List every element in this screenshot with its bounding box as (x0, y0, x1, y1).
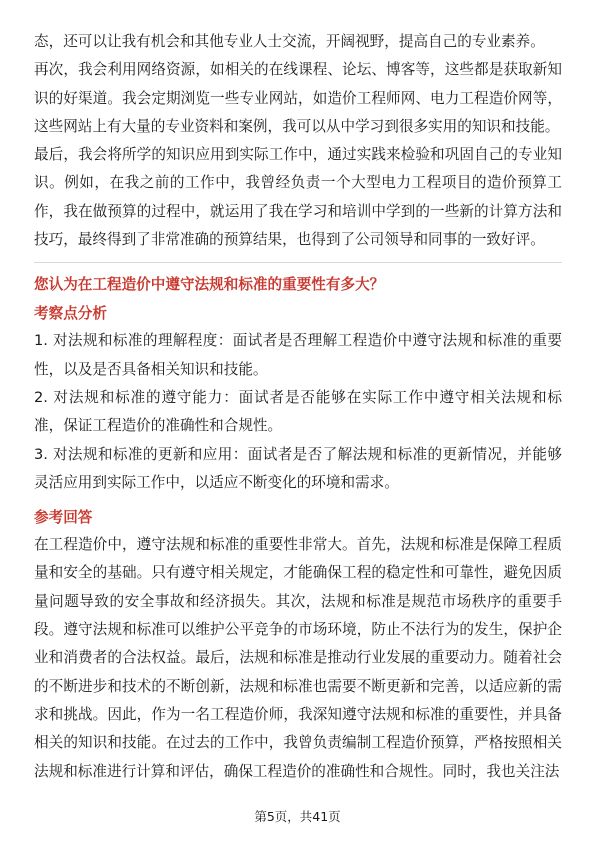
analysis-item: 3. 对法规和标准的更新和应用：面试者是否了解法规和标准的更新情况，并能够灵活应用到实际工作中，以适应不断变化的环境和需求。 (34, 445, 562, 491)
answer-text: 在工程造价中，遵守法规和标准的重要性非常大。首先，法规和标准是保障工程质量和安全的基础。只有遵守相关规定，才能确保工程的稳定性和可靠性，避免因质量问题导致的安全事故和经济损失。其次，法规和标准是规范市场秩序的重要手段。遵守法规和标准可以维护公平竞争的市场环境，防止不法行为的发生，保护企业和消费者的合法权益。最后，法规和标准是推动行业发展的重要动力。随着社会的不断进步和技术的不断创新，法规和标准也需要不断更新和完善，以适应新的需求和挑战。因此，作为一名工程造价师，我深知遵守法规和标准的重要性，并具备相关的知识和技能。在过去的工作中，我曾负责编制工程造价预算，严格按照相关法规和标准进行计算和评估，确保工程造价的准确性和合规性。同时，我也关注法 (34, 536, 562, 780)
question-title: 您认为在工程造价中遵守法规和标准的重要性有多大？ (34, 276, 385, 294)
answer-heading: 参考回答 (34, 509, 93, 527)
paragraph-continuation: 态，还可以让我有机会和其他专业人士交流，开阔视野，提高自己的专业素养。 (34, 33, 545, 50)
page-number: 第5页，共41页 (254, 809, 341, 824)
analysis-heading: 考察点分析 (34, 305, 107, 323)
paragraph-practice: 最后，我会将所学的知识应用到实际工作中，通过实践来检验和巩固自己的专业知识。例如，在我之前的工作中，我曾经负责一个大型电力工程项目的造价预算工作，我在做预算的过程中，就运用了我在学习和培训中学到的一些新的计算方法和技巧，最终得到了非常准确的预算结果，也得到了公司领导和同事的一致好评。 (34, 146, 562, 249)
analysis-item: 2. 对法规和标准的遵守能力：面试者是否能够在实际工作中遵守相关法规和标准，保证工程造价的准确性和合规性。 (34, 388, 562, 435)
document-body (34, 28, 562, 786)
analysis-item: 1. 对法规和标准的理解程度：面试者是否理解工程造价中遵守法规和标准的重要性，以及是否具备相关知识和技能。 (34, 332, 562, 378)
paragraph-online-resources: 再次，我会利用网络资源，如相关的在线课程、论坛、博客等，这些都是获取新知识的好渠道。我会定期浏览一些专业网站，如造价工程师网、电力工程造价网等，这些网站上有大量的专业资料和案例，我可以从中学习到很多实用的知识和技能。 (34, 61, 562, 135)
section-divider (34, 262, 562, 263)
